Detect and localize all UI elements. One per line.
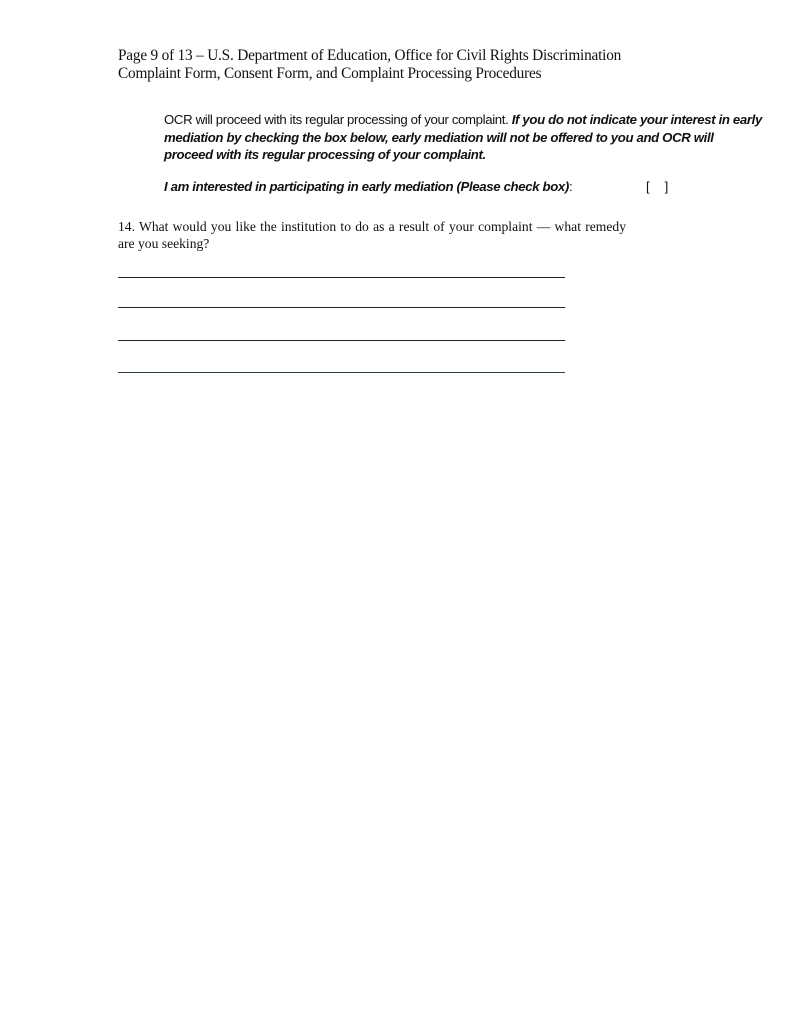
mediation-text: OCR will proceed with its regular processing of your complaint. [164, 112, 512, 127]
mediation-checkbox-row [164, 179, 724, 194]
mediation-checkbox[interactable]: [ ] [646, 179, 668, 194]
answer-line-3[interactable] [118, 340, 565, 341]
answer-line-1[interactable] [118, 277, 565, 278]
page-header [118, 47, 678, 83]
question-14: 14. What would you like the institution to do as a result of your complaint — what remedy are you seeking? [118, 219, 626, 251]
checkbox-colon: : [568, 179, 573, 194]
header-line-2: Complaint Form, Consent Form, and Complaint Processing Procedures [118, 65, 542, 82]
mediation-paragraph [164, 111, 764, 164]
answer-line-2[interactable] [118, 307, 565, 308]
mediation-warning: If you do not indicate your interest in early mediation by checking the box below, early mediation will not be offered to you and OCR will proceed with its regular processing of your complaint. [164, 112, 762, 162]
checkbox-label: I am interested in participating in early mediation (Please check box) [164, 179, 569, 194]
header-line-1: Page 9 of 13 – U.S. Department of Education, Office for Civil Rights Discrimination [118, 47, 622, 64]
answer-line-4[interactable] [118, 372, 565, 373]
